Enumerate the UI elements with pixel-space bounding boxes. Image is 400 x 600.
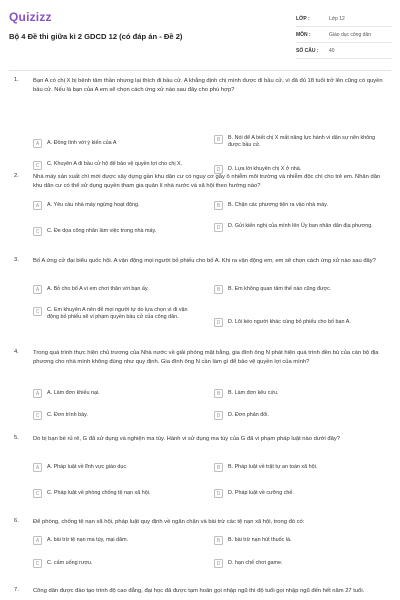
option-b[interactable] (214, 285, 390, 294)
option-letter: D (214, 489, 223, 498)
option-text: D. Lôi kéo người khác cùng bỏ phiếu cho bố bạn A. (228, 319, 351, 325)
meta-value: 40 (329, 47, 335, 54)
question-number: 5. (14, 435, 19, 441)
option-text: A. Yêu cầu nhà máy ngừng hoạt động. (47, 202, 140, 208)
option-b[interactable] (214, 135, 390, 149)
option-text: C. Đơn trình bày. (47, 412, 88, 418)
option-letter: D (214, 318, 223, 327)
option-c[interactable] (33, 307, 209, 321)
option-letter: A (33, 285, 42, 294)
option-d[interactable] (214, 223, 390, 232)
meta-row-subject (296, 27, 392, 43)
question-text: Bạn A có chị X bị bệnh tâm thần nhưng lại thích đi bầu cử. A khẳng định chị mình được đi bầu cử, vì đã đủ 18 tuổi trở lên cũng có quyền bầu cử. Nếu là bạn của A em sẽ chọn cách ứng xử nào sau đây cho phù hợp? (33, 78, 383, 93)
option-text: C. Đe dọa công nhân làm việc trong nhà máy. (47, 228, 157, 234)
option-letter: C (33, 227, 42, 236)
option-letter: B (214, 201, 223, 210)
option-text: D. Pháp luật về cưỡng chế. (228, 490, 294, 496)
option-c[interactable] (33, 411, 209, 420)
option-text: D. Đơn phản đối. (228, 412, 269, 418)
question-text: Bố A ứng cử đại biểu quốc hội. A vận động mọi người bỏ phiếu cho bố A. Khi ra vận động em, em sẽ chọn cách ứng xử nào sau đây? (33, 258, 376, 264)
option-letter: C (33, 559, 42, 568)
quizizz-logo: Quizizz (9, 10, 52, 24)
option-letter: D (214, 165, 223, 174)
option-text: C. cấm uống rượu. (47, 560, 93, 566)
meta-value: Giáo dục công dân (329, 31, 371, 38)
option-text: D. hạn chế chơi game. (228, 560, 283, 566)
option-a[interactable] (33, 139, 209, 148)
option-a[interactable] (33, 536, 209, 545)
option-b[interactable] (214, 201, 390, 210)
option-letter: A (33, 201, 42, 210)
question-number: 7. (14, 587, 19, 593)
option-text: B. Nói để A biết chị X mất năng lực hành vi dân sự nên không được bầu cử. (228, 135, 376, 149)
option-letter: D (214, 559, 223, 568)
option-d[interactable] (214, 489, 390, 498)
question-text: Để phòng, chống tệ nạn xã hội, pháp luật quy định về ngăn chặn và bài trừ các tệ nạn xã hội, trong đó có: (33, 519, 305, 525)
document-title: Bộ 4 Đề thi giữa kì 2 GDCD 12 (có đáp án - Đề 2) (9, 32, 183, 41)
option-letter: A (33, 139, 42, 148)
option-letter: B (214, 135, 223, 144)
meta-row-class (296, 11, 392, 27)
option-text: C. Khuyên A đi bầu cử hộ để bảo vệ quyền lợi cho chị X. (47, 161, 183, 167)
question-text: Nhà máy sản xuất chì mới được xây dựng gần khu dân cư có nguy cơ gây ô nhiễm môi trường và nhiễm độc chì cho trẻ em. Nhân dân khu dân cư có thể sử dụng quyền tham gia quản lí nhà nước và xã hội theo hướng nào? (33, 174, 381, 189)
option-b[interactable] (214, 536, 390, 545)
option-a[interactable] (33, 389, 209, 398)
meta-value: Lớp 12 (329, 15, 345, 22)
option-text: B. bài trừ nạn hút thuốc lá. (228, 537, 292, 543)
option-text: A. Làm đơn khiếu nại. (47, 390, 100, 396)
option-text: A. Pháp luật về lĩnh vực giáo dục. (47, 464, 128, 470)
option-letter: A (33, 463, 42, 472)
option-a[interactable] (33, 463, 209, 472)
question-number: 2. (14, 173, 19, 179)
meta-label: LỚP : (296, 15, 310, 22)
question-text: Trong quá trình thực hiện chủ trương của Nhà nước về giải phóng mặt bằng, gia đình ông N phát hiện quá trình đền bù của cán bộ địa phương cho nhà mình không đúng như quy định. Gia đình ông N cần làm gì để bảo vệ quyền lợi của mình? (33, 350, 379, 365)
option-text: C. Em khuyên A nên để mọi người tự do lựa chọn vì đi vận động bỏ phiếu sẽ vi phạm quyền bầu cử của công dân. (47, 307, 188, 321)
option-text: B. Em không quan tâm thế nào cũng được. (228, 286, 332, 292)
option-letter: B (214, 536, 223, 545)
question-number: 3. (14, 257, 19, 263)
option-text: C. Pháp luật về phòng chống tệ nạn xã hội. (47, 490, 151, 496)
option-letter: C (33, 307, 42, 316)
question-text: Do bị bạn bè rủ rê, G đã sử dụng và nghiện ma túy. Hành vi sử dụng ma túy của G đã vi phạm pháp luật nào dưới đây? (33, 436, 340, 442)
option-d[interactable] (214, 411, 390, 420)
meta-label: SỐ CÂU : (296, 47, 319, 54)
option-c[interactable] (33, 161, 209, 170)
option-text: D. Lựa lời khuyên chị X ở nhà. (228, 166, 302, 172)
meta-row-count (296, 43, 392, 59)
option-text: B. Chặn các phương tiện ra vào nhà máy. (228, 202, 328, 208)
question-number: 4. (14, 349, 19, 355)
option-letter: C (33, 411, 42, 420)
option-letter: B (214, 389, 223, 398)
meta-label: MÔN : (296, 31, 311, 38)
option-b[interactable] (214, 463, 390, 472)
option-letter: A (33, 389, 42, 398)
option-b[interactable] (214, 389, 390, 398)
option-letter: D (214, 223, 223, 232)
option-a[interactable] (33, 285, 209, 294)
option-text: B. Làm đơn kêu cứu. (228, 390, 279, 396)
option-letter: D (214, 411, 223, 420)
option-d[interactable] (214, 318, 390, 327)
option-letter: B (214, 285, 223, 294)
header (0, 0, 400, 62)
option-c[interactable] (33, 489, 209, 498)
option-c[interactable] (33, 559, 209, 568)
question-text: Công dân được đào tạo trình độ cao đẳng, đại học đã được tạm hoãn gọi nhập ngũ thì độ tuổi gọi nhập ngũ đến hết năm 27 tuổi. (33, 588, 365, 594)
option-a[interactable] (33, 201, 209, 210)
meta-table (296, 11, 392, 59)
option-text: B. Pháp luật về trật tự an toàn xã hội. (228, 464, 318, 470)
option-c[interactable] (33, 227, 209, 236)
option-text: A. Bỏ cho bố A vì em chơi thân với bạn ấy. (47, 286, 149, 292)
option-letter: A (33, 536, 42, 545)
option-d[interactable] (214, 559, 390, 568)
option-letter: C (33, 161, 42, 170)
question-number: 1. (14, 77, 19, 83)
header-divider (9, 70, 391, 71)
option-text: A. Đồng tình với ý kiến của A (47, 140, 117, 146)
option-text: A. bài trừ tệ nạn ma túy, mại dâm. (47, 537, 129, 543)
option-letter: C (33, 489, 42, 498)
option-letter: B (214, 463, 223, 472)
question-number: 6. (14, 518, 19, 524)
option-text: D. Gửi kiến nghị của mình lên Ủy ban nhân dân địa phương. (228, 223, 373, 229)
